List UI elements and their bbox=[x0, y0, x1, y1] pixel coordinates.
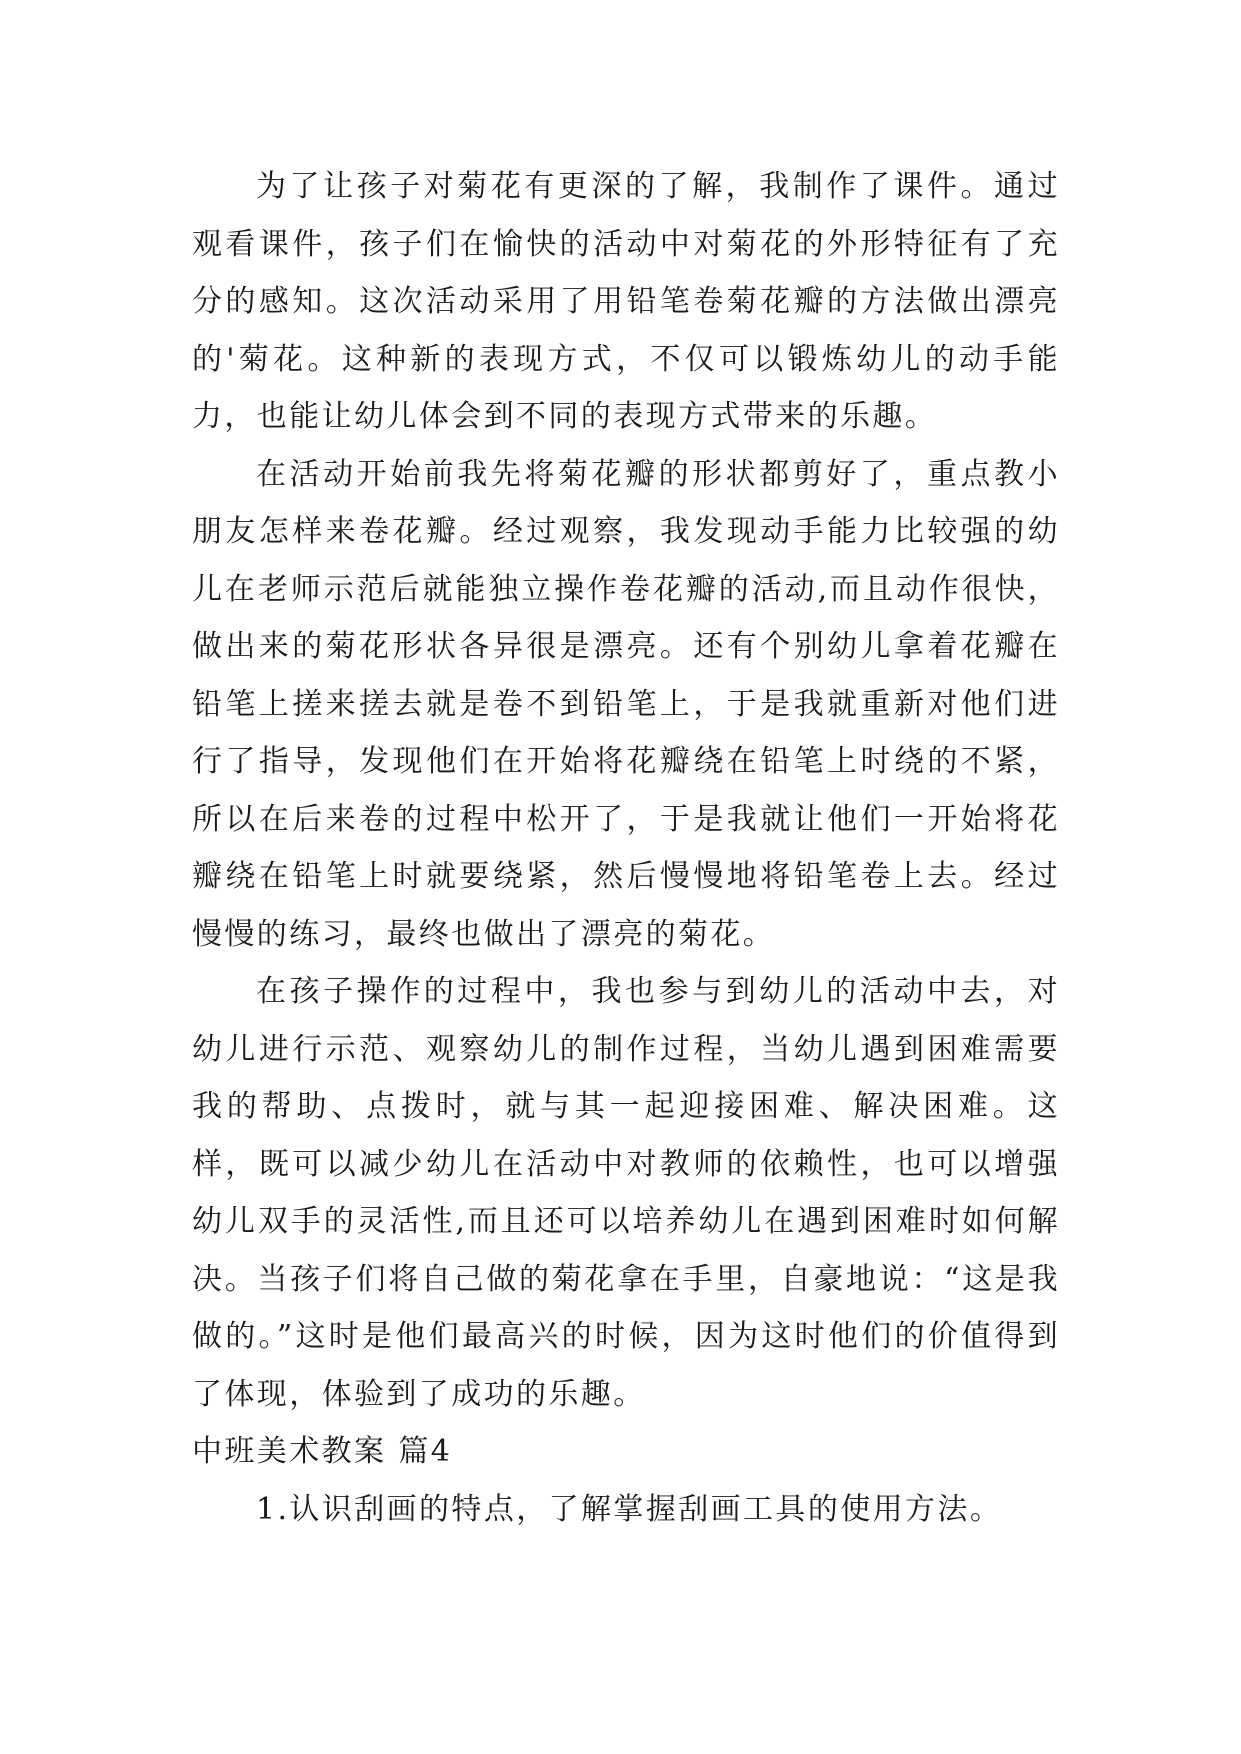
document-page bbox=[192, 158, 1060, 1538]
paragraph-2: 在活动开始前我先将菊花瓣的形状都剪好了，重点教小朋友怎样来卷花瓣。经过观察，我发现动手能力比较强的幼儿在老师示范后就能独立操作卷花瓣的活动,而且动作很快，做出来的菊花形状各异很是漂亮。还有个别幼儿拿着花瓣在铅笔上搓来搓去就是卷不到铅笔上，于是我就重新对他们进行了指导，发现他们在开始将花瓣绕在铅笔上时绕的不紧，所以在后来卷的过程中松开了，于是我就让他们一开始将花瓣绕在铅笔上时就要绕紧，然后慢慢地将铅笔卷上去。经过慢慢的练习，最终也做出了漂亮的菊花。 bbox=[192, 456, 1060, 952]
list-item-1: 1.认识刮画的特点，了解掌握刮画工具的使用方法。 bbox=[256, 1491, 1003, 1527]
paragraph-3: 在孩子操作的过程中，我也参与到幼儿的活动中去，对幼儿进行示范、观察幼儿的制作过程，当幼儿遇到困难需要我的帮助、点拨时，就与其一起迎接困难、解决困难。这样，既可以减少幼儿在活动中对教师的依赖性，也可以增强幼儿双手的灵活性,而且还可以培养幼儿在遇到困难时如何解决。当孩子们将自己做的菊花拿在手里，自豪地说：“这是我做的。”这时是他们最高兴的时候，因为这时他们的价值得到了体现，体验到了成功的乐趣。 bbox=[192, 974, 1060, 1412]
paragraph-1: 为了让孩子对菊花有更深的了解，我制作了课件。通过观看课件，孩子们在愉快的活动中对菊花的外形特征有了充分的感知。这次活动采用了用铅笔卷菊花瓣的方法做出漂亮的'菊花。这种新的表现方式，不仅可以锻炼幼儿的动手能力，也能让幼儿体会到不同的表现方式带来的乐趣。 bbox=[192, 169, 1060, 434]
section-heading: 中班美术教案 篇4 bbox=[192, 1434, 453, 1469]
